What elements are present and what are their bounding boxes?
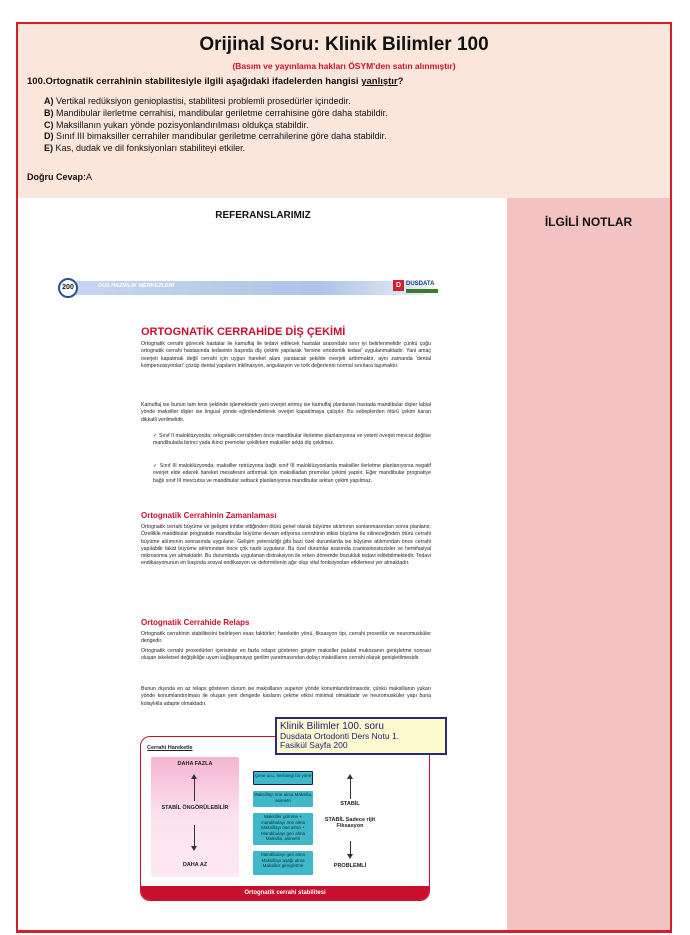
paragraph-4: Ortognatik cerrahinin stabilitesini belirleyen esas faktörler; hareketin yönü, fiksasyon tipi, cerrahi prosedür ve neuromusküler dengedir. — [141, 631, 431, 645]
option-text: Mandibular ilerletme cerrahisi, mandibular geriletme cerrahisine göre daha stabildir. — [56, 107, 388, 118]
bullet-class-3: ✓ Sınıf III maloklüzyonda; maksiller retrüzyona bağlı sınıf III maloklüzyonlarda maksiller ilerletme planlanıyorsa negatif overjet elde ederek hareket mesafesini arttırmak için maksilladan premolar çekimi yapılır. Eğer mandibular prognatiye bağlı sınıf III mevcutsa ve mandibular setback planlanıyorsa mandibular arktan çekim yapılmaz. — [153, 463, 431, 484]
arrow-line-icon — [194, 779, 195, 801]
option-letter: E) — [44, 143, 53, 154]
arrow-down-icon — [347, 854, 353, 859]
main-frame — [16, 22, 672, 932]
answer-label: Doğru Cevap: — [27, 172, 87, 182]
option-letter: D) — [44, 131, 54, 142]
option-e — [44, 143, 644, 155]
option-d — [44, 131, 644, 143]
diagram-footer: Ortognatik cerrahi stabilitesi — [141, 886, 429, 900]
option-text: Sınıf III bimaksiller cerrahiler mandibular geriletme cerrahilerine göre daha stabildir. — [56, 131, 387, 142]
bottom-border — [16, 930, 672, 933]
heading-relapse: Ortognatik Cerrahide Relaps — [141, 618, 250, 627]
option-text: Kas, dudak ve dil fonksiyonları stabiliteyi etkiler. — [55, 143, 246, 154]
answer-value: A — [86, 172, 93, 182]
label-less: DAHA AZ — [182, 862, 208, 868]
diagram-box-2: Maksillayı öne alma Maksilla, asimetri — [253, 791, 313, 807]
option-letter: B) — [44, 107, 54, 118]
option-text: Maksillanın yukarı yönde pozisyonlandırılması oldukça stabildir. — [56, 119, 309, 130]
paragraph-5: Ortognatik cerrahi prosedürleri içerisinde en fazla relaps gösteren girişim maksiller palatal mukozanın genişletme sonrası oluşan iskeletsel değişikliğe uyum sağlayamayıp gerilim yaratmasından dolayı maksillanın cerrahi olarak genişletilmesidir. — [141, 648, 431, 662]
stability-diagram — [140, 736, 430, 901]
option-c — [44, 120, 644, 132]
paragraph-3: Ortognatik cerrahi büyüme ve gelişimi inhibe ettiğinden ötürü genel olarak büyüme atılımının sonlanmasından sonra planlanır. Özellikle mandibular prognatide mandibular büyüme devam ediyorsa cerrahinin etkisi büyüme ile silineceğinden ötürü cerrahi büyüme atılımının sonrasında uygulanır. Gelişim yetersizliği gibi bazı özel durumlarda ise büyüme atılımından önce cerrahi yapılabilir fakat büyüme atılımından önce çok nadir uygulanır. Bu özel durumlar arasında craniosinostozisler ve hemifasiyal mikrosomia yer almaktadır. Bu durumlarda uygulanan distraksiyon ile erken dönemde bozukluk tedavi edilebilmektedir. Tedavi endikasyonunun en başında sosyal endikasyon ve deformitenin ağır olup vital fonksiyonları etkilemesi yer almaktadır. — [141, 524, 431, 567]
arrow-line-icon — [194, 825, 195, 847]
logo-name: DUSDATA — [406, 281, 435, 287]
logo-mark: D — [393, 280, 404, 291]
option-text: Vertikal redüksiyon genioplastisi, stabilitesi problemli prosedürler içindedir. — [56, 96, 351, 106]
label-right-stable: STABİL — [340, 801, 360, 807]
callout-line-1: Klinik Bilimler 100. soru — [280, 721, 384, 732]
references-heading: REFERANSLARIMIZ — [215, 210, 311, 221]
diagram-box-3: Maksiller gömme + mandibulayı öne alma Maksillayı öne alma + Mandibulayı geri alma Maksilla, asimetri — [253, 813, 313, 845]
label-right-rigid: STABİL Sadece rijit Fiksasyon — [324, 817, 376, 829]
copyright-note: (Basım ve yayınlama hakları ÖSYM'den satın alınmıştır) — [232, 61, 456, 71]
paragraph-2: Kamuflaj ise bunun tam tersi şeklinde işlemektedir yani overjet artmış ise kamuflaj planlanan hastada mandibular dişler labial yönde maksiller dişler ise lingual yönde eğimlendirilerek overjet kapatılmaya çalışılır. Bu sebeplerden ötürü çekim kararı dikkatli verilmelidir. — [141, 402, 431, 423]
logo-underbar — [406, 289, 438, 293]
option-a — [44, 96, 644, 108]
arrow-down-icon — [191, 846, 197, 851]
paragraph-6: Bunun dışında en az relaps gösteren durum ise maksillanın superior yönde konumlandırılmasıdır, çünkü maksillanın yukarı yönde konumlandırılması ile oluşan yeni dengede kasların çekme etkisi minimal olmaktadır ve neuromusküler yapı buna kolaylıkla adapte olmaktadır. — [141, 686, 431, 707]
option-b — [44, 108, 644, 120]
stem-emphasis: yanlıştır — [361, 76, 398, 87]
label-stable: STABİL ÖNGÖRÜLEBİLİR — [161, 805, 229, 811]
diagram-box-1: Çene ucu, herhangi bir yöne — [253, 771, 313, 785]
callout-line-3: Fasikül Sayfa 200 — [280, 740, 348, 750]
label-problematic: PROBLEMLİ — [333, 863, 367, 869]
scanned-page — [58, 278, 463, 896]
question-box — [18, 24, 670, 198]
diagram-col-head: Cerrahi Hareketle — [147, 745, 193, 751]
callout-line-2: Dusdata Ortodonti Ders Notu 1. — [280, 731, 400, 741]
notes-heading: İLGİLİ NOTLAR — [544, 215, 633, 229]
stem-suffix: ? — [397, 76, 404, 87]
source-callout — [275, 717, 447, 755]
header-text: DUS HAZIRLIK MERKEZLERİ — [98, 283, 175, 289]
section-title: ORTOGNATİK CERRAHİDE DİŞ ÇEKİMİ — [141, 326, 346, 338]
heading-timing: Ortognatik Cerrahinin Zamanlaması — [141, 511, 277, 520]
label-more: DAHA FAZLA — [177, 761, 213, 767]
question-stem — [27, 76, 657, 87]
page-number: 200 — [58, 278, 78, 298]
diagram-box-4: Mandibulayı geri alma Maksillayı aşağı alma Maksiller genişletme — [253, 851, 313, 875]
stem-prefix: 100.Ortognatik cerrahinin stabilitesiyle ilgili aşağıdaki ifadelerden hangisi — [27, 76, 362, 87]
paragraph-1: Ortognatik cerrahi görecek hastalar ile kamuflaj ile tedavi edilecek hastalar arasındaki sınır iyi belirlenmelidir çünkü çoğu ortognatik cerrahi hastasında tedavinin başında diş çekimi yapılarak 'tersine ortodontik tedavi' uygulanmaktadır. Yani amaç overjeti kapatmak değil cerrahi için uygun hareket alanı yaratacak şekilde overjeti arttırmaktır, aynı zamanda 'dental kompenzasyonları' çözüp dental yapıların inklinasyon, angulasyon ve tork değerlerini normal sınırlara taşımaktır. — [141, 341, 431, 369]
option-letter: C) — [44, 119, 54, 130]
dusdata-logo — [393, 278, 438, 298]
page-title: Orijinal Soru: Klinik Bilimler 100 — [199, 34, 489, 55]
option-letter: A) — [44, 96, 54, 106]
arrow-line-icon — [350, 841, 351, 855]
arrow-line-icon — [350, 779, 351, 799]
bullet-class-2: ✓ Sınıf II maloklüzyonda; ortognatik cerrahiden önce mandibular ilerletme planlanıyorsa ve yeterli overjet mevcut değilse mandibulada birinci yada ikinci premolar çekilirken maksiller arkta diş çekilmez. — [153, 433, 431, 447]
options-list — [44, 96, 644, 155]
correct-answer — [27, 172, 92, 182]
notes-panel — [507, 198, 670, 932]
